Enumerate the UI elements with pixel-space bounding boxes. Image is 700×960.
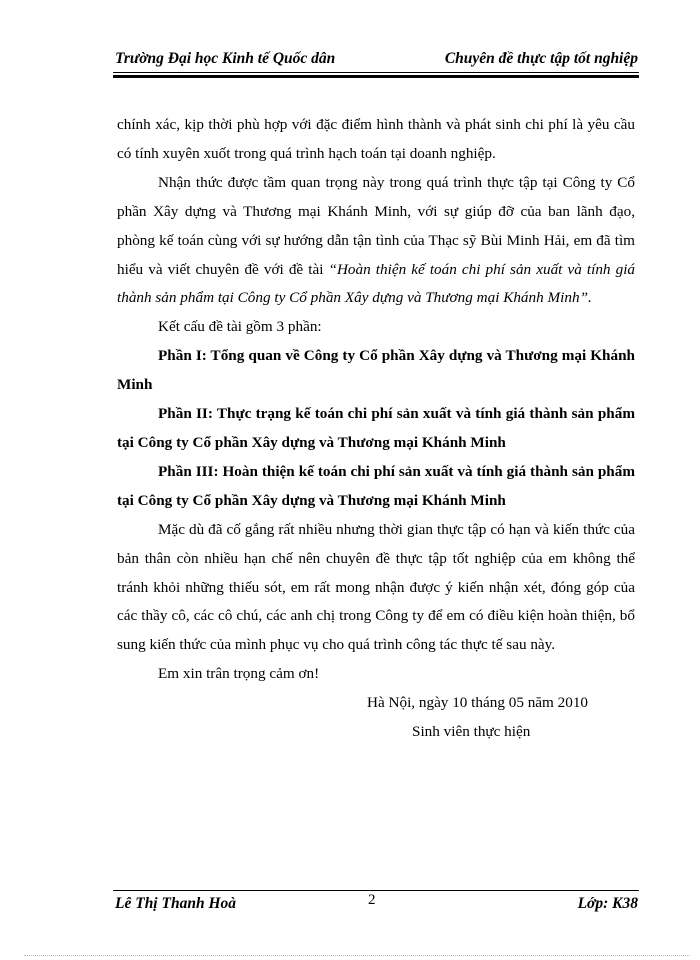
part-1-heading: Phần I: Tổng quan về Công ty Cổ phần Xây dựng và Thương mại Khánh Minh (117, 347, 635, 394)
page-edge-divider (24, 955, 690, 956)
part-3-heading: Phần III: Hoàn thiện kế toán chi phí sản xuất và tính giá thành sản phẩm tại Công ty Cổ phần Xây dựng và Thương mại Khánh Minh (117, 462, 635, 509)
page-number: 2 (368, 892, 376, 908)
paragraph-5: Em xin trân trọng cảm ơn! (158, 665, 320, 683)
footer-author: Lê Thị Thanh Hoà (115, 895, 237, 912)
date-line: Hà Nội, ngày 10 tháng 05 năm 2010 (367, 694, 589, 712)
page-header (115, 47, 638, 71)
paragraph-1: chính xác, kịp thời phù hợp với đặc điểm hình thành và phát sinh chi phí là yêu cầu có tính xuyên xuốt trong quá trình hạch toán tại doanh nghiệp. (117, 116, 635, 162)
header-rule-thin (113, 72, 639, 73)
paragraph-2-text: Nhận thức được tầm quan trọng này trong quá trình thực tập tại Công ty Cổ phần Xây dựng và Thương mại Khánh Minh, với sự giúp đỡ của ban lãnh đạo, phòng kế toán cùng với sự hướng dẫn tận tình của Thạc sỹ Bùi Minh Hải, em đã tìm hiểu và viết chuyên đề với đề tài (117, 173, 635, 278)
paragraph-2 (117, 169, 635, 314)
paragraph-4: Mặc dù đã cố gắng rất nhiều nhưng thời gian thực tập có hạn và kiến thức của bản thân còn nhiều hạn chế nên chuyên đề thực tập tốt nghiệp của em không thể tránh khỏi những thiếu sót, em rất mong nhận được ý kiến nhận xét, đóng góp của các thầy cô, các cô chú, các anh chị trong Công ty để em có điều kiện hoàn thiện, bổ sung kiến thức của mình phục vụ cho quá trình công tác thực tế sau này. (117, 520, 635, 654)
paragraph-3: Kết cấu đề tài gồm 3 phần: (158, 318, 322, 336)
page-footer (115, 893, 638, 915)
footer-class: Lớp: K38 (577, 895, 638, 912)
signer-label: Sinh viên thực hiện (412, 723, 531, 741)
header-school: Trường Đại học Kinh tế Quốc dân (115, 50, 336, 67)
header-rule-thick (113, 75, 639, 78)
thesis-title: “Hoàn thiện kế toán chi phí sản xuất và tính giá thành sản phẩm tại Công ty Cổ phần Xây dựng và Thương mại Khánh Minh”. (117, 260, 636, 307)
header-doc-type: Chuyên đề thực tập tốt nghiệp (444, 50, 638, 67)
page-body (117, 111, 635, 747)
footer-rule (113, 890, 639, 891)
part-2-heading: Phần II: Thực trạng kế toán chi phí sản xuất và tính giá thành sản phẩm tại Công ty Cổ phần Xây dựng và Thương mại Khánh Minh (117, 405, 635, 451)
